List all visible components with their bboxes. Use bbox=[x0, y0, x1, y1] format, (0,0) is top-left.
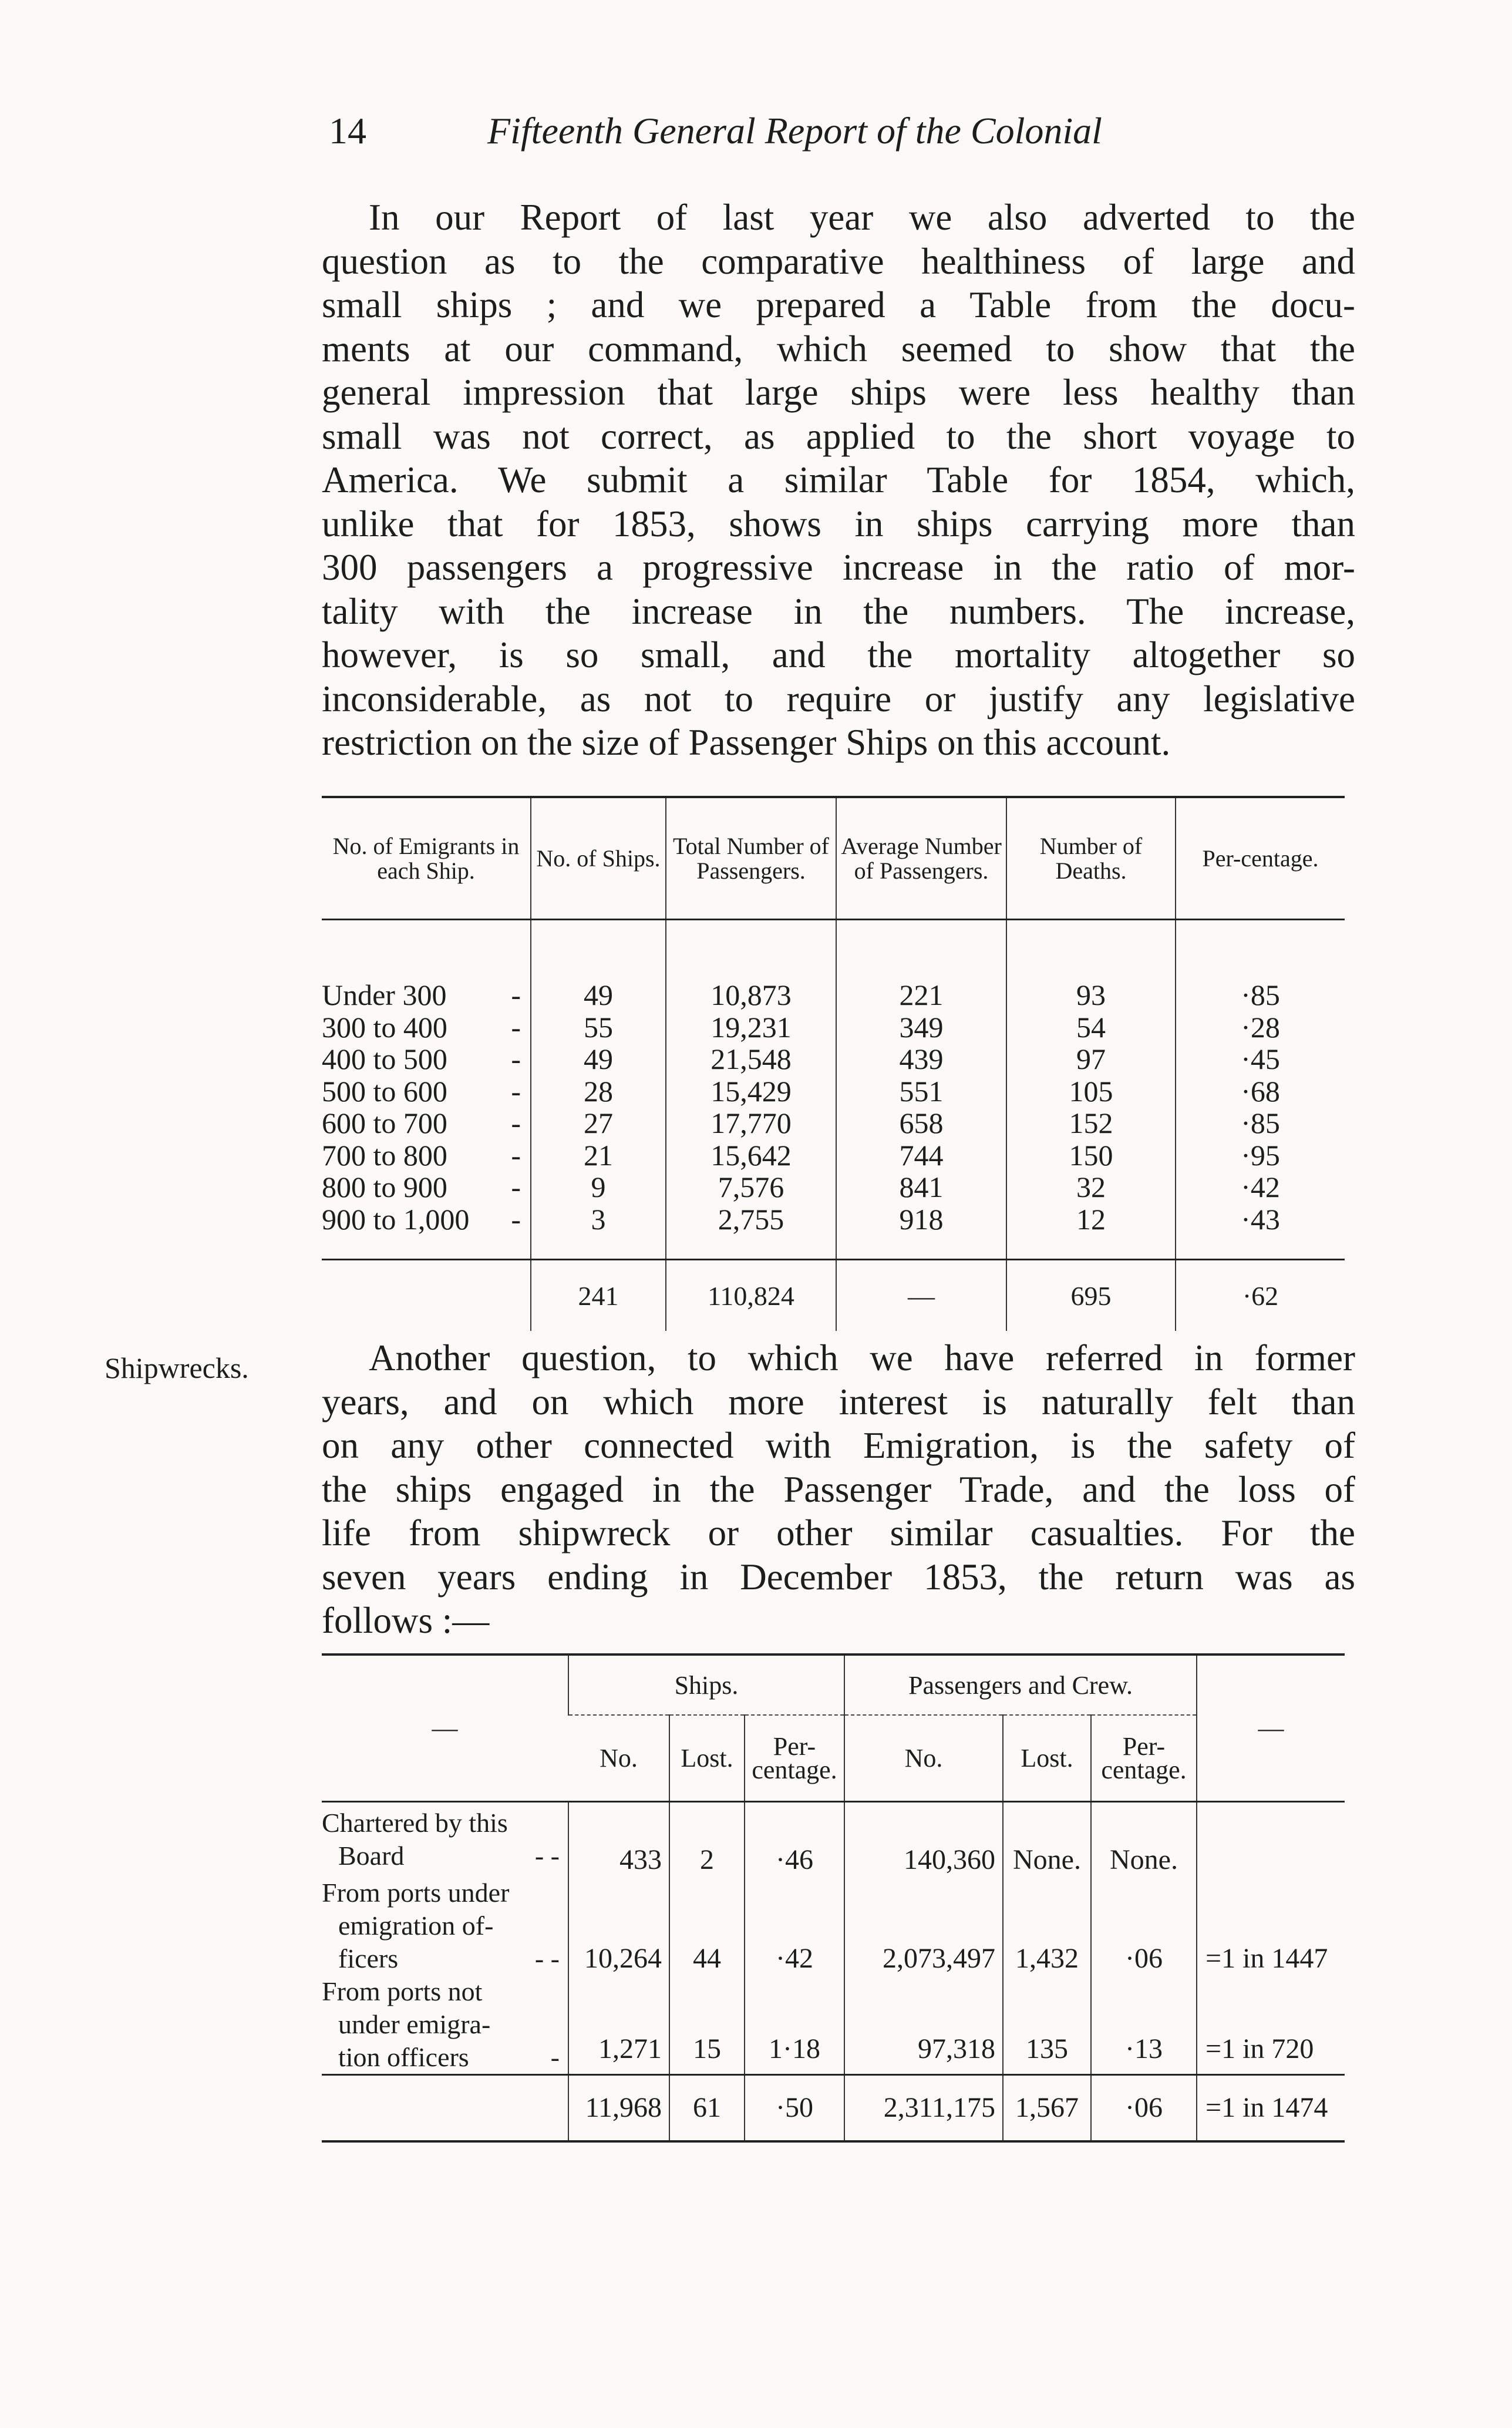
corner-right-header: — bbox=[1197, 1654, 1345, 1802]
ratio-cell: =1 in 720 bbox=[1197, 1975, 1345, 2075]
page-header bbox=[329, 109, 1351, 162]
totals-label-cell bbox=[322, 2075, 568, 2142]
ships-lost-header: Lost. bbox=[669, 1715, 745, 1802]
total-cell: 19,231 bbox=[666, 1011, 836, 1044]
total-deaths-cell: 695 bbox=[1006, 1260, 1176, 1331]
deaths-cell: 12 bbox=[1006, 1203, 1176, 1260]
average-cell: 658 bbox=[836, 1107, 1006, 1139]
total-cell: 15,429 bbox=[666, 1075, 836, 1108]
total-ratio-cell: =1 in 1474 bbox=[1197, 2075, 1345, 2142]
ships-cell: 27 bbox=[531, 1107, 666, 1139]
table-row bbox=[322, 1043, 1345, 1075]
total-cell: 21,548 bbox=[666, 1043, 836, 1075]
passengers-lost-cell: 135 bbox=[1003, 1975, 1091, 2075]
text-line: 300 passengers a progressive increase in the ratio of mor- bbox=[322, 547, 1355, 588]
ships-no-header: No. bbox=[568, 1715, 669, 1802]
ratio-cell: =1 in 1447 bbox=[1197, 1877, 1345, 1975]
text-line: inconsiderable, as not to require or justify any legislative bbox=[322, 678, 1355, 719]
table-row bbox=[322, 1171, 1345, 1203]
deaths-cell: 54 bbox=[1006, 1011, 1176, 1044]
average-cell: 221 bbox=[836, 920, 1006, 1011]
pct-cell: ·42 bbox=[1176, 1171, 1345, 1203]
ships-pct-header: Per- centage. bbox=[745, 1715, 844, 1802]
deaths-cell: 105 bbox=[1006, 1075, 1176, 1108]
ships-pct-cell: 1·18 bbox=[745, 1975, 844, 2075]
total-ships-lost-cell: 61 bbox=[669, 2075, 745, 2142]
table-row bbox=[322, 1203, 1345, 1260]
table-row bbox=[322, 1139, 1345, 1172]
totals-row bbox=[322, 1260, 1345, 1331]
passengers-no-cell: 97,318 bbox=[844, 1975, 1003, 2075]
average-cell: 841 bbox=[836, 1171, 1006, 1203]
pct-cell: ·85 bbox=[1176, 920, 1345, 1011]
passengers-no-header: No. bbox=[844, 1715, 1003, 1802]
range-cell: 800 to 900 - bbox=[322, 1171, 521, 1203]
deaths-cell: 152 bbox=[1006, 1107, 1176, 1139]
total-ships-pct-cell: ·50 bbox=[745, 2075, 844, 2142]
ships-lost-cell: 2 bbox=[669, 1802, 745, 1877]
passengers-no-cell: 2,073,497 bbox=[844, 1877, 1003, 1975]
passengers-pct-cell: ·06 bbox=[1091, 1877, 1197, 1975]
average-cell: 349 bbox=[836, 1011, 1006, 1044]
text-line: on any other connected with Emigration, is the safety of bbox=[322, 1425, 1355, 1466]
text-line: restriction on the size of Passenger Ships on this account. bbox=[322, 722, 1171, 763]
text-line: seven years ending in December 1853, the return was as bbox=[322, 1556, 1355, 1598]
table-row bbox=[322, 920, 1345, 1011]
pct-cell: ·68 bbox=[1176, 1075, 1345, 1108]
passengers-pct-header: Per- centage. bbox=[1091, 1715, 1197, 1802]
deaths-cell: 150 bbox=[1006, 1139, 1176, 1172]
ships-lost-cell: 44 bbox=[669, 1877, 745, 1975]
ships-cell: 55 bbox=[531, 1011, 666, 1044]
col-header-ships: No. of Ships. bbox=[531, 797, 666, 920]
ships-pct-cell: ·42 bbox=[745, 1877, 844, 1975]
range-cell: Under 300 - bbox=[322, 978, 521, 1011]
pct-cell: ·28 bbox=[1176, 1011, 1345, 1044]
ships-cell: 49 bbox=[531, 1043, 666, 1075]
corner-left-header: — bbox=[322, 1654, 568, 1802]
passengers-pct-cell: ·13 bbox=[1091, 1975, 1197, 2075]
row-label-under-officers: From ports under emigration of- ficers - - bbox=[322, 1878, 560, 1973]
shipwreck-return-table bbox=[322, 1653, 1345, 2143]
running-title: Fifteenth General Report of the Colonial bbox=[487, 110, 1102, 152]
ships-pct-cell: ·46 bbox=[745, 1802, 844, 1877]
text-line: America. We submit a similar Table for 1854, which, bbox=[322, 459, 1355, 500]
range-cell: 700 to 800 - bbox=[322, 1138, 521, 1172]
total-cell: 17,770 bbox=[666, 1107, 836, 1139]
passengers-lost-cell: 1,432 bbox=[1003, 1877, 1091, 1975]
ships-cell: 28 bbox=[531, 1075, 666, 1108]
table-row bbox=[322, 1802, 1345, 1877]
text-line: Another question, to which we have referred in former bbox=[369, 1337, 1355, 1378]
total-cell: 15,642 bbox=[666, 1139, 836, 1172]
col-header-average-passengers: Average Number of Passengers. bbox=[836, 797, 1006, 920]
row-label-chartered: Chartered by this Board - - bbox=[322, 1808, 560, 1871]
text-line: ments at our command, which seemed to show that the bbox=[322, 328, 1355, 369]
passengers-no-cell: 140,360 bbox=[844, 1802, 1003, 1877]
table-row bbox=[322, 1877, 1345, 1975]
range-cell: 300 to 400 - bbox=[322, 1010, 521, 1044]
text-line: years, and on which more interest is naturally felt than bbox=[322, 1381, 1355, 1423]
passengers-lost-cell: None. bbox=[1003, 1802, 1091, 1877]
text-line: tality with the increase in the numbers. The increase, bbox=[322, 590, 1355, 632]
ships-cell: 21 bbox=[531, 1139, 666, 1172]
range-cell: 400 to 500 - bbox=[322, 1043, 521, 1075]
ratio-cell bbox=[1197, 1802, 1345, 1877]
ships-no-cell: 433 bbox=[568, 1802, 669, 1877]
text-line: In our Report of last year we also adverted to the bbox=[369, 197, 1355, 238]
text-line: however, is so small, and the mortality altogether so bbox=[322, 634, 1355, 675]
passengers-pct-cell: None. bbox=[1091, 1802, 1197, 1877]
ships-cell: 49 bbox=[531, 920, 666, 1011]
table-row bbox=[322, 1107, 1345, 1139]
totals-label-cell bbox=[322, 1260, 531, 1331]
range-cell: 600 to 700 - bbox=[322, 1107, 521, 1139]
paragraph-healthiness bbox=[322, 196, 1355, 765]
row-label-not-under-officers: From ports not under emigra- tion officers - bbox=[322, 1976, 560, 2072]
text-line: question as to the comparative healthiness of large and bbox=[322, 240, 1355, 282]
col-header-total-passengers: Total Number of Passengers. bbox=[666, 797, 836, 920]
ships-no-cell: 1,271 bbox=[568, 1975, 669, 2075]
text-line: unlike that for 1853, shows in ships carrying more than bbox=[322, 503, 1355, 544]
deaths-cell: 93 bbox=[1006, 920, 1176, 1011]
pct-cell: ·43 bbox=[1176, 1203, 1345, 1260]
total-passengers-lost-cell: 1,567 bbox=[1003, 2075, 1091, 2142]
deaths-cell: 97 bbox=[1006, 1043, 1176, 1075]
total-passengers-no-cell: 2,311,175 bbox=[844, 2075, 1003, 2142]
col-header-percentage: Per-centage. bbox=[1176, 797, 1345, 920]
pct-cell: ·85 bbox=[1176, 1107, 1345, 1139]
text-line: follows :— bbox=[322, 1600, 490, 1641]
group-header-passengers-crew: Passengers and Crew. bbox=[844, 1654, 1197, 1715]
total-ships-no-cell: 11,968 bbox=[568, 2075, 669, 2142]
total-average-cell: — bbox=[836, 1260, 1006, 1331]
totals-row bbox=[322, 2075, 1345, 2142]
text-line: life from shipwreck or other similar casualties. For the bbox=[322, 1512, 1355, 1553]
text-line: small ships ; and we prepared a Table from the docu- bbox=[322, 284, 1355, 325]
table-row bbox=[322, 1011, 1345, 1044]
range-cell: 900 to 1,000 - bbox=[322, 1202, 521, 1236]
range-cell: 500 to 600 - bbox=[322, 1074, 521, 1108]
page-number: 14 bbox=[329, 110, 366, 152]
average-cell: 439 bbox=[836, 1043, 1006, 1075]
ships-cell: 9 bbox=[531, 1171, 666, 1203]
pct-cell: ·95 bbox=[1176, 1139, 1345, 1172]
total-passengers-cell: 110,824 bbox=[666, 1260, 836, 1331]
text-line: the ships engaged in the Passenger Trade, and the loss of bbox=[322, 1468, 1355, 1510]
table-row bbox=[322, 1075, 1345, 1108]
pct-cell: ·45 bbox=[1176, 1043, 1345, 1075]
ships-no-cell: 10,264 bbox=[568, 1877, 669, 1975]
passengers-lost-header: Lost. bbox=[1003, 1715, 1091, 1802]
mortality-by-ship-size-table bbox=[322, 796, 1345, 1331]
total-passengers-pct-cell: ·06 bbox=[1091, 2075, 1197, 2142]
total-cell: 7,576 bbox=[666, 1171, 836, 1203]
table-row bbox=[322, 1975, 1345, 2075]
total-cell: 2,755 bbox=[666, 1203, 836, 1260]
group-header-row bbox=[322, 1654, 1345, 1715]
col-header-emigrants: No. of Emigrants in each Ship. bbox=[322, 797, 531, 920]
average-cell: 551 bbox=[836, 1075, 1006, 1108]
average-cell: 918 bbox=[836, 1203, 1006, 1260]
total-ships-cell: 241 bbox=[531, 1260, 666, 1331]
text-line: general impression that large ships were less healthy than bbox=[322, 372, 1355, 413]
col-header-deaths: Number of Deaths. bbox=[1006, 797, 1176, 920]
group-header-ships: Ships. bbox=[568, 1654, 844, 1715]
average-cell: 744 bbox=[836, 1139, 1006, 1172]
paragraph-shipwrecks bbox=[322, 1336, 1355, 1643]
text-line: small was not correct, as applied to the short voyage to bbox=[322, 415, 1355, 457]
margin-note-shipwrecks: Shipwrecks. bbox=[105, 1351, 249, 1384]
total-pct-cell: ·62 bbox=[1176, 1260, 1345, 1331]
ships-cell: 3 bbox=[531, 1203, 666, 1260]
ships-lost-cell: 15 bbox=[669, 1975, 745, 2075]
deaths-cell: 32 bbox=[1006, 1171, 1176, 1203]
total-cell: 10,873 bbox=[666, 920, 836, 1011]
